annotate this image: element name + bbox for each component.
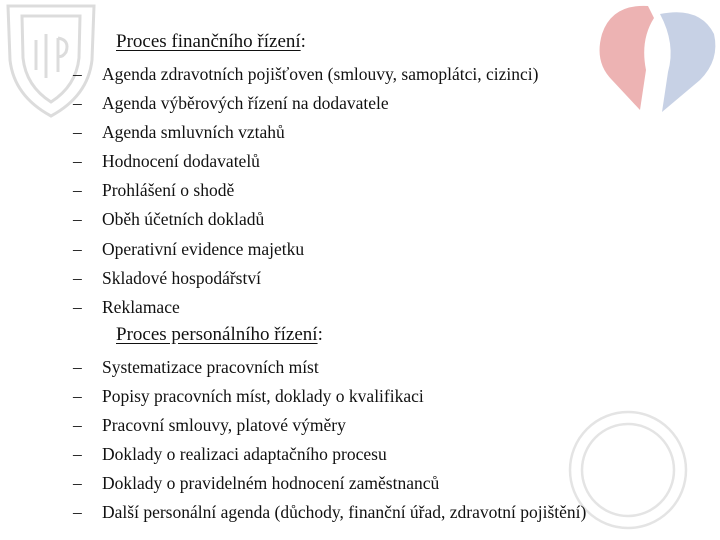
bullet-dash: – (73, 296, 82, 317)
bullet-dash: – (73, 209, 82, 230)
bullet-dash: – (73, 267, 82, 288)
section-heading-financial (116, 30, 306, 54)
bullet-dash: – (73, 64, 82, 84)
bullet-dash: – (73, 415, 82, 436)
bullet-dash: – (73, 357, 82, 377)
list-item-text: Popisy pracovních míst, doklady o kvalifikaci (102, 386, 424, 407)
list-item-text: Doklady o realizaci adaptačního procesu (102, 444, 387, 465)
bullet-dash: – (73, 180, 82, 201)
bullet-dash: – (73, 151, 82, 172)
list-item-text: Oběh účetních dokladů (102, 209, 265, 230)
heading-colon: : (317, 324, 323, 345)
section-heading-text: Proces personálního řízení (116, 324, 318, 345)
list-item-text: Reklamace (102, 296, 180, 317)
list-item-text: Agenda smluvních vztahů (102, 122, 285, 143)
bullet-dash: – (73, 444, 82, 465)
heading-colon: : (300, 31, 306, 52)
bullet-dash: – (73, 122, 82, 143)
list-item-text: Operativní evidence majetku (102, 238, 305, 259)
list-item-text: Systematizace pracovních míst (102, 357, 319, 377)
list-item-text: Pracovní smlouvy, platové výměry (102, 415, 346, 436)
list-item-text: Hodnocení dodavatelů (102, 151, 260, 172)
bullet-dash: – (73, 238, 82, 259)
list-item-text: Prohlášení o shodě (102, 180, 235, 201)
section-heading-text: Proces finančního řízení (116, 31, 301, 52)
bullet-dash: – (73, 502, 82, 523)
list-item-text: Další personální agenda (důchody, finanční úřad, zdravotní pojištění) (102, 502, 587, 523)
section-heading-personnel (116, 323, 323, 347)
list-item-text: Skladové hospodářství (102, 267, 261, 288)
bullet-dash: – (73, 386, 82, 407)
list-item-text: Agenda výběrových řízení na dodavatele (102, 93, 389, 114)
list-item-text: Doklady o pravidelném hodnocení zaměstnanců (102, 473, 440, 494)
bullet-dash: – (73, 93, 82, 114)
list-item-text: Agenda zdravotních pojišťoven (smlouvy, samoplátci, cizinci) (102, 64, 539, 84)
bullet-dash: – (73, 473, 82, 494)
